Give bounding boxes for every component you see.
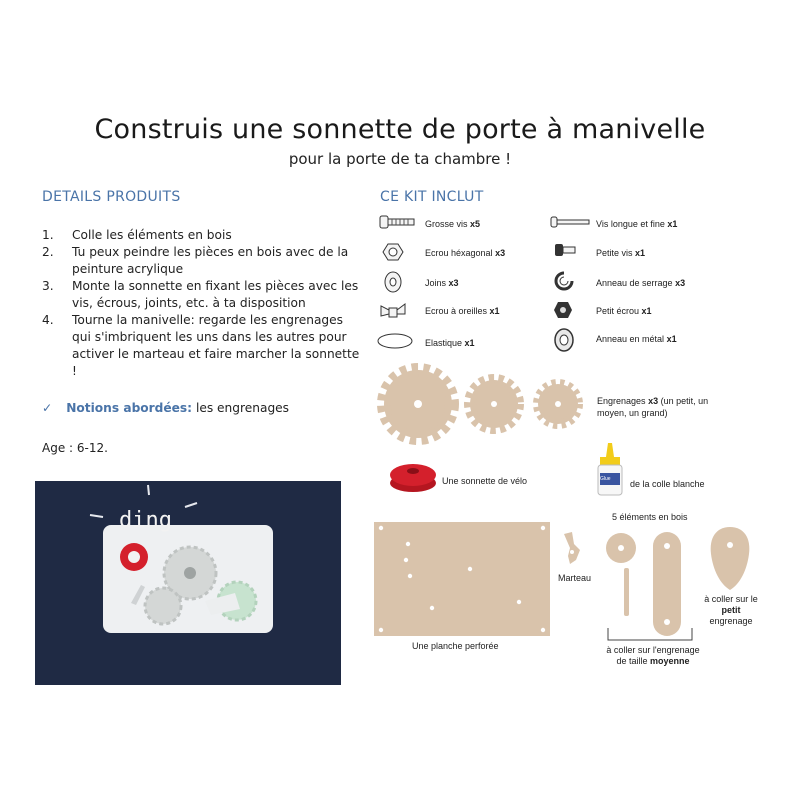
step-number: 3. [42,279,54,293]
bracket-line [604,626,696,646]
kit-item-qty: x5 [470,219,481,229]
wood-lever-icon [649,530,685,640]
list-item [42,312,360,380]
step-number: 4. [42,313,54,327]
wood-drop-icon [706,524,754,594]
kit-item-long-screw [596,219,677,229]
kit-item-big-screw [425,219,480,229]
product-photo [35,481,341,685]
lock-ring-icon [553,270,575,292]
step-text: Tourne la manivelle: regarde les engrenages qui s'imbriquent les uns dans les autres pour activer le marteau et faire marcher la sonnette ! [72,313,360,378]
medium-note-bold: moyenne [650,656,690,666]
page-subtitle: pour la porte de ta chambre ! [288,150,512,168]
gears-qty: x3 [648,396,659,406]
hammer-piece-icon [560,530,584,570]
details-heading: DETAILS PRODUITS [42,189,181,205]
kit-item-name: Petite vis [596,248,633,258]
kit-item-washer [425,278,459,288]
wood-pin-icon [622,566,632,618]
gears-illustration [372,360,592,450]
hex-nut-icon [382,242,404,262]
kit-item-glue: de la colle blanche [630,479,705,489]
kit-item-name: Anneau en métal [596,334,665,344]
notions-line [42,401,289,415]
step-number: 2. [42,245,54,259]
washer-icon [382,271,404,293]
hammer-label: Marteau [558,573,592,583]
kit-item-name: Anneau de serrage [596,278,673,288]
notions-label: Notions abordées: [66,401,193,415]
list-item [42,244,360,278]
medium-note-line2: de taille [616,656,648,666]
kit-item-small-screw [596,248,645,258]
wing-nut-icon [378,300,408,320]
step-number: 1. [42,228,54,242]
bike-bell-icon [388,459,438,495]
glue-bottle-text: Glue [600,476,611,482]
medium-gear-icon [470,380,518,428]
step-text: Colle les éléments en bois [72,228,232,242]
small-note-bold: petit [721,605,741,615]
wood-elements-label: 5 éléments en bois [612,512,688,522]
steps-list [42,227,360,380]
small-nut-icon [553,301,573,319]
kit-item-name: Elastique [425,338,463,348]
kit-item-name: Vis longue et fine [596,219,665,229]
kit-item-qty: x1 [489,306,500,316]
gears-label: Engrenages [597,396,646,406]
medium-gear-note [598,645,708,667]
page-title: Construis une sonnette de porte à manivelle [94,114,706,145]
small-screw-icon [553,242,577,258]
checkmark-icon: ✓ [42,401,53,415]
small-gear-note [696,594,766,627]
kit-item-qty: x1 [641,306,652,316]
long-screw-icon [549,215,591,229]
kit-item-lock-ring [596,278,685,288]
small-note-line1: à coller sur le [704,594,758,604]
step-text: Monte la sonnette en fixant les pièces avec les vis, écrous, joints, etc. à ta disposition [72,279,359,310]
small-gear-icon [538,384,578,424]
kit-item-qty: x3 [448,278,459,288]
product-photo-illustration [35,481,341,685]
kit-item-name: Ecrou héxagonal [425,248,493,258]
wood-disc-icon [604,531,638,565]
kit-item-bell: Une sonnette de vélo [442,476,528,486]
list-item [42,278,360,312]
kit-item-name: Grosse vis [425,219,468,229]
medium-note-line1: à coller sur l'engrenage [606,645,700,655]
kit-item-elastic [425,338,475,348]
kit-item-gears [597,395,727,419]
glue-bottle-icon [594,441,626,497]
big-screw-icon [378,213,418,231]
kit-item-qty: x1 [666,334,677,344]
list-item [42,227,360,244]
kit-item-qty: x1 [667,219,678,229]
kit-item-qty: x1 [464,338,475,348]
kit-item-small-nut [596,306,652,316]
elastic-band-icon [375,331,415,351]
large-gear-icon [384,370,452,438]
perforated-board-icon [372,520,552,638]
kit-item-qty: x3 [495,248,506,258]
kit-item-wing-nut [425,306,500,316]
kit-item-name: Petit écrou [596,306,640,316]
ding-text: ding [119,508,172,533]
age-range: Age : 6-12. [42,441,108,455]
kit-item-hex-nut [425,248,505,258]
metal-ring-icon [551,327,577,353]
kit-item-qty: x3 [675,278,686,288]
kit-item-name: Joins [425,278,447,288]
notions-value: les engrenages [195,401,290,415]
gears-note: (un petit, un moyen, un grand) [597,396,709,418]
kit-item-metal-ring [596,334,677,344]
board-label: Une planche perforée [412,641,499,651]
step-text: Tu peux peindre les pièces en bois avec de la peinture acrylique [72,245,349,276]
kit-item-name: Ecrou à oreilles [425,306,488,316]
kit-item-qty: x1 [635,248,646,258]
small-note-line2: engrenage [709,616,753,626]
kit-heading: CE KIT INCLUT [380,189,484,205]
